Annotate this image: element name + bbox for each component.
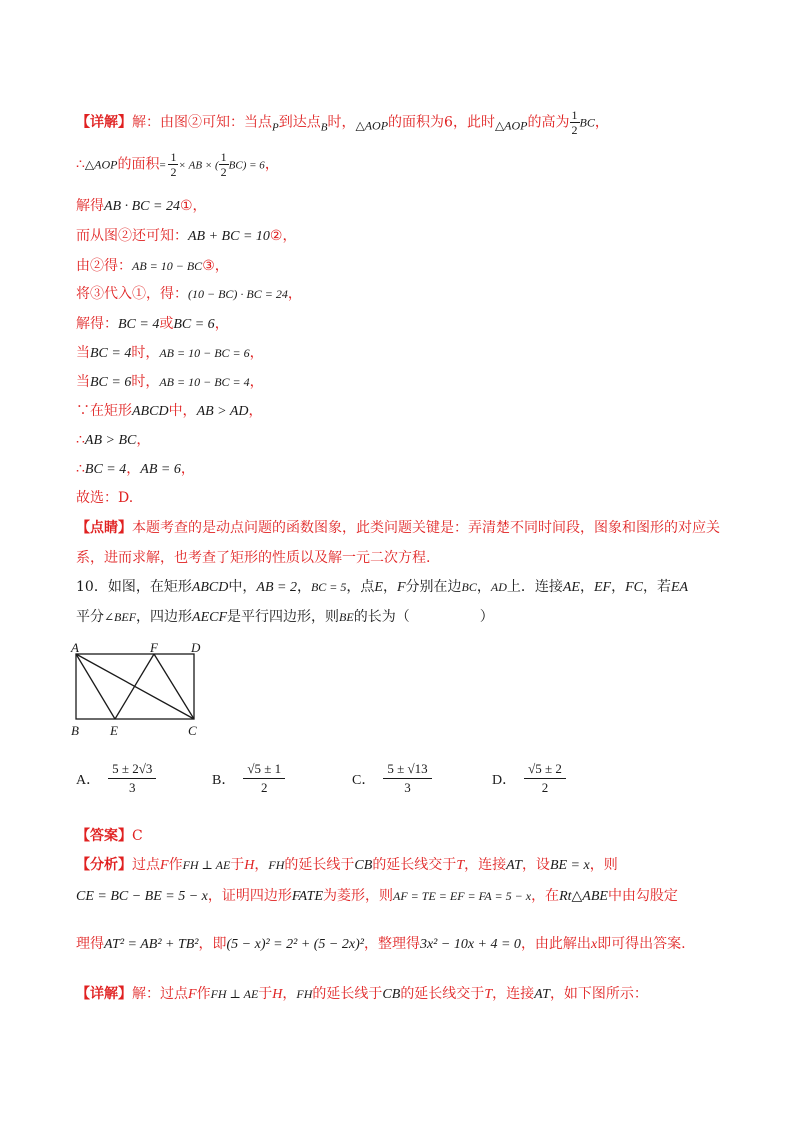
segment-fc [154,654,194,719]
option-c[interactable]: C． $\frac{5 \pm √13}{3}$ [352,760,432,797]
answer-value: C [132,828,143,844]
option-a[interactable]: A． $\frac{5 \pm 2√3}{3}$ [76,760,156,797]
detail-line-10: ∵在矩形ABCD中，AB > AD， [76,403,263,419]
option-b[interactable]: B． $\frac{√5 \pm 1}{2}$ [212,760,285,797]
detail-tag: 【详解】 [76,114,132,131]
detail-line-4: 而从图②还可知：AB + BC = 10②， [76,228,297,244]
question-10-line-2: 平分∠BEF，四边形AECF是平行四边形，则BE的长为（ ） [76,609,494,625]
answer-line: 【答案】C [76,828,143,844]
detail-line-12: ∴BC = 4，AB = 6， [76,461,195,477]
comment-line-1: 【点睛】本题考查的是动点问题的函数图象，此类问题关键是：弄清楚不同时间段，图象和图形的对应关 [76,520,720,536]
detail-line-13: 故选：D. [76,490,134,506]
detail-line-3: 解得AB · BC = 24①， [76,198,207,214]
detail-final-line: 【详解】解：过点F作FH ⊥ AE于H，FH的延长线于CB的延长线交于T，连接AT，如下图所示： [76,986,648,1002]
label-c: C [188,723,197,738]
label-a: A [71,640,79,655]
detail-line-11: ∴AB > BC， [76,432,151,448]
comment-line-2: 系，进而求解，也考查了矩形的性质以及解一元二次方程. [76,550,431,566]
fraction-half: $\frac{1}{2}$ [571,108,578,137]
label-b: B [71,723,79,738]
analysis-line-2: CE = BC − BE = 5 − x，证明四边形FATE为菱形，则AF = TE = EF = FA = 5 − x，在Rt△ABE中由勾股定 [76,888,678,904]
question-10-line-1: 10．如图，在矩形ABCD中，AB = 2，BC = 5，点E，F分别在边BC，AD上．连接AE，EF，FC，若EA [76,579,689,595]
analysis-line-1: 【分析】过点F作FH ⊥ AE于H，FH的延长线于CB的延长线交于T，连接AT，设BE = x，则 [76,857,618,873]
detail-line-1: 【详解】解：由图②可知：当点$_P$到达点$_B$时，△AOP的面积为6，此时△AOP的高为 $\frac{1}{2}$ BC， [76,108,609,137]
label-f: F [150,640,158,655]
analysis-line-3: 理得AT² = AB² + TB²，即(5 − x)² = 2² + (5 − 2x)²，整理得3x² − 10x + 4 = 0，由此解出x即可得出答案. [76,936,686,952]
rectangle-figure [66,640,216,740]
detail-line-8: 当BC = 4时，AB = 10 − BC = 6， [76,345,264,361]
diagonal-ac [76,654,194,719]
detail-line-5: 由②得：AB = 10 − BC③， [76,258,229,274]
label-e: E [110,723,118,738]
segment-ae [76,654,115,719]
detail-line-7: 解得：BC = 4或BC = 6， [76,316,229,332]
detail-line-6: 将③代入①，得：(10 − BC) · BC = 24， [76,286,302,302]
detail-line-2: ∴△AOP的面积= $\frac{1}{2}$ × AB × ( $\frac{1}{2}$ BC) = 6， [76,150,279,179]
option-d[interactable]: D． $\frac{√5 \pm 2}{2}$ [492,760,566,797]
detail-line-9: 当BC = 6时，AB = 10 − BC = 4， [76,374,264,390]
label-d: D [191,640,201,655]
